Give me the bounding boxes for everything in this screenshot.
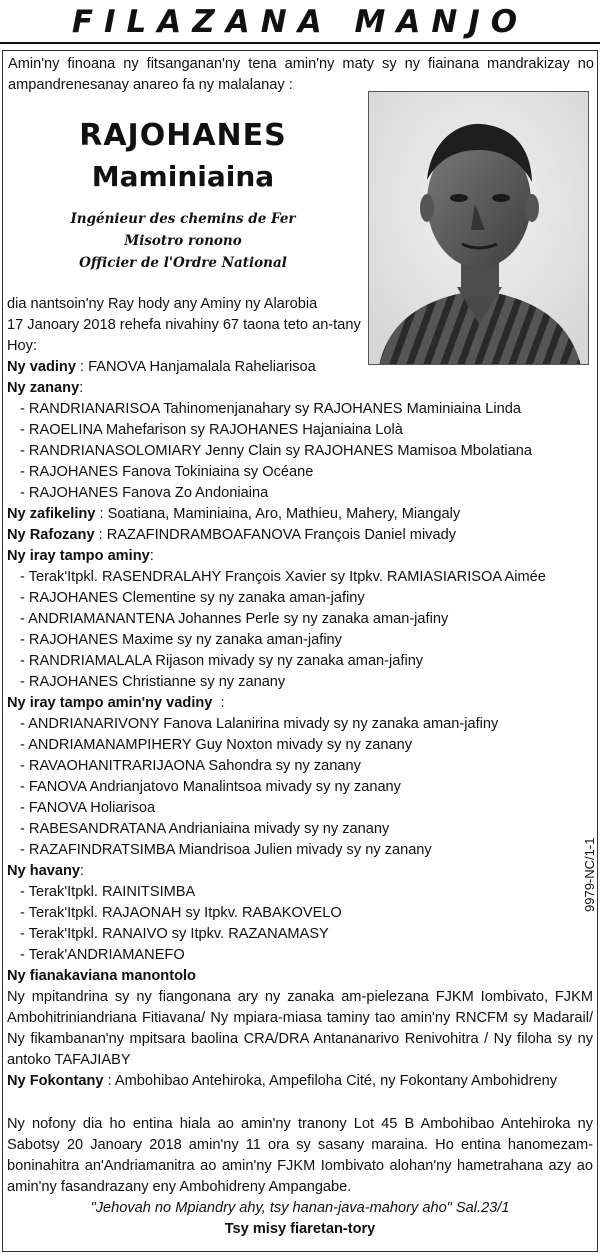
in-law-line [7,525,593,546]
funeral-text: Ny nofony dia ho entina hiala ao amin'ny tranony Lot 45 B Ambohibao Antehiroka ny Sabotsy 20 Janoary 2018 amin'ny 11 ora sy sasany maraina. Ho entina hanomezam-boninahitra an'Andriamanitra ao amin'ny FJKM Iombivato alohan'ny hametrahana azy ao amin'ny fasandrazany eny Ambohidreny Ampangabe. [7,1116,593,1195]
list-item: - Terak'Itpkl. RAINITSIMBA [20,884,196,900]
deceased-title: Ingénieur des chemins de Fer [70,211,296,227]
extended-family-heading [7,966,593,987]
list-item: - RAJOHANES Fanova Tokiniaina sy Océane [20,464,314,480]
widow-label: Ny vadiny [7,359,76,375]
grandchildren-value: : Soatiana, Maminiaina, Aro, Mathieu, Mahery, Miangaly [95,506,461,522]
deceased-surname: RAJOHANES [79,118,287,153]
list-item: - RAJOHANES Fanova Zo Andoniaina [20,485,269,501]
relatives-label: Ny havany [7,863,81,879]
in-law-label: Ny Rafozany [7,527,95,543]
list-item: - Terak'Itpkl. RANAIVO sy Itpkv. RAZANAMASY [20,926,329,942]
notice-banner [0,0,600,44]
wife-siblings-heading: Ny iray tampo amin'ny vadiny : [7,695,225,711]
fokontany-line [7,1071,593,1092]
siblings-label: Ny iray tampo aminy [7,548,150,564]
children-heading: Ny zanany: [7,380,84,396]
deceased-given-name: Maminiaina [91,160,275,193]
notice-title: FILAZANA MANJO [71,4,529,40]
list-item: - FANOVA Holiarisoa [20,800,156,816]
list-item: - ANDRIAMANAMPIHERY Guy Noxton mivady sy ny zanany [20,737,412,753]
intro-text: Amin'ny finoana ny fitsanganan'ny tena amin'ny maty sy ny fiainana mandrakizay no ampandrenesanay anareo fa ny malalanay : [8,56,594,93]
list-item: - Terak'Itpkl. RAJAONAH sy Itpkv. RABAKOVELO [20,905,342,921]
grandchildren-line [7,504,593,525]
death-notice-line: 17 Janoary 2018 rehefa nivahiny 67 taona teto an-tany [7,317,361,333]
list-item: - ANDRIANARIVONY Fanova Lalanirina mivady sy ny zanaka aman-jafiny [20,716,499,732]
list-item: - RAJOHANES Clementine sy ny zanaka aman-jafiny [20,590,365,606]
relatives-heading: Ny havany: [7,863,85,879]
list-item: - Terak'Itpkl. RASENDRALAHY François Xavier sy Itpkv. RAMIASIARISOA Aimée [20,569,546,585]
list-item: - RAJOHANES Maxime sy ny zanaka aman-jafiny [20,632,342,648]
list-item: - RANDRIAMALALA Rijason mivady sy ny zanaka aman-jafiny [20,653,424,669]
extended-family-label: Ny fianakaviana manontolo [7,968,196,984]
notice-body [7,294,593,1240]
grandchildren-label: Ny zafikeliny [7,506,96,522]
wife-siblings-label: Ny iray tampo amin'ny vadiny [7,695,213,711]
list-item: - RANDRIANARISOA Tahinomenjanahary sy RAJOHANES Maminiaina Linda [20,401,521,417]
list-item: - RANDRIANASOLOMIARY Jenny Clain sy RAJOHANES Mamisoa Mbolatiana [20,443,533,459]
list-item: - Terak'ANDRIAMANEFO [20,947,185,963]
widow-value: : FANOVA Hanjamalala Raheliarisoa [75,359,316,375]
list-item: - RAZAFINDRATSIMBA Miandrisoa Julien mivady sy ny zanany [20,842,432,858]
list-item: - RABESANDRATANA Andrianiaina mivady sy ny zanany [20,821,390,837]
in-law-value: : RAZAFINDRAMBOAFANOVA François Daniel mivady [94,527,457,543]
list-item: - RAJOHANES Christianne sy ny zanany [20,674,286,690]
deceased-title: Officier de l'Ordre National [79,255,287,271]
spacer [7,1092,593,1114]
fokontany-label: Ny Fokontany [7,1073,104,1089]
bible-verse: "Jehovah no Mpiandry ahy, tsy hanan-java-mahory aho" Sal.23/1 [90,1200,510,1216]
deceased-titles [8,208,358,274]
closing-text: Tsy misy fiaretan-tory [224,1221,376,1237]
fokontany-value: : Ambohibao Antehiroka, Ampefiloha Cité, ny Fokontany Ambohidreny [107,1073,557,1089]
death-notice-line: Hoy: [7,338,38,354]
extended-family-text: Ny mpitandrina sy ny fiangonana ary ny zanaka am-pielezana FJKM Iombivato, FJKM Ambohitriniandriana Fitiavana/ Ny mpiara-miasa taminy tao amin'ny RNCFM sy Madarail/ Ny fikambanan'ny mpitsara baolina CRA/DRA Antananarivo Renivohitra / Ny filoha sy ny antoko TAFAJIABY [7,989,593,1068]
deceased-title: Misotro ronono [124,233,242,249]
death-notice-line: dia nantsoin'ny Ray hody any Aminy ny Alarobia [7,296,318,312]
list-item: - FANOVA Andrianjatovo Manalintsoa mivady sy ny zanany [20,779,401,795]
list-item: - RAOELINA Mahefarison sy RAJOHANES Hajaniaina Lolà [20,422,403,438]
children-label: Ny zanany [7,380,80,396]
reference-code: 9979-NC/1-1 [582,837,597,912]
list-item: - ANDRIAMANANTENA Johannes Perle sy ny zanaka aman-jafiny [20,611,449,627]
siblings-heading: Ny iray tampo aminy: [7,548,154,564]
widow-line [7,357,593,378]
list-item: - RAVAOHANITRARIJAONA Sahondra sy ny zanany [20,758,361,774]
